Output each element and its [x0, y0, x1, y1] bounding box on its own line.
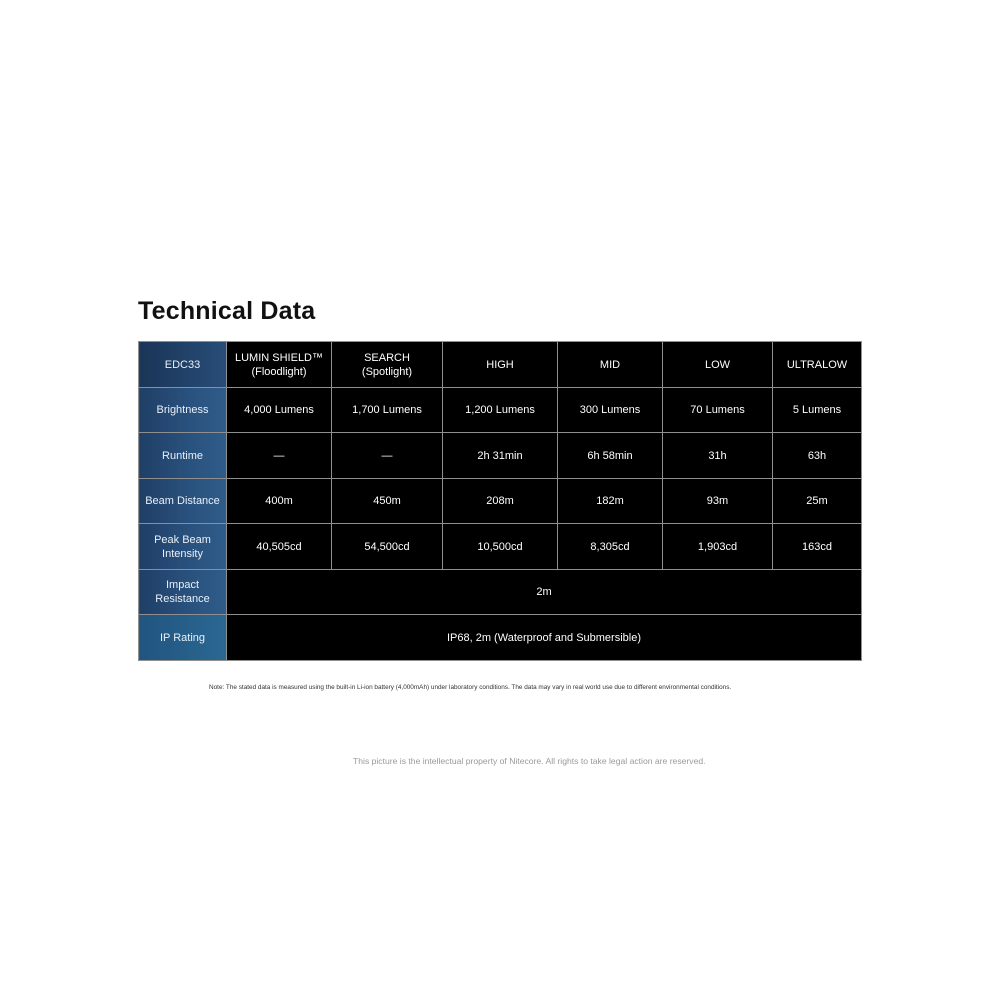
- table-row-runtime: [139, 433, 862, 479]
- mode-header-high: HIGH: [443, 342, 558, 388]
- beam-distance-value: 25m: [773, 479, 862, 524]
- beam-distance-value: 400m: [227, 479, 332, 524]
- footnote: Note: The stated data is measured using the built-in Li-ion battery (4,000mAh) under laboratory conditions. The data may vary in real world use due to different environmental conditions.: [209, 684, 732, 691]
- brightness-value: 5 Lumens: [773, 388, 862, 433]
- row-label-line: Peak Beam: [154, 533, 211, 546]
- brightness-value: 1,700 Lumens: [332, 388, 443, 433]
- row-label-runtime: Runtime: [139, 433, 227, 479]
- mode-name: LUMIN SHIELD™: [234, 351, 324, 364]
- mode-name: SEARCH: [364, 351, 410, 364]
- brightness-value: 70 Lumens: [663, 388, 773, 433]
- mode-subname: (Floodlight): [251, 365, 307, 378]
- table-row-ip-rating: [139, 615, 862, 661]
- mode-subname: (Spotlight): [361, 365, 413, 378]
- runtime-value: 6h 58min: [558, 433, 663, 479]
- runtime-value: 2h 31min: [443, 433, 558, 479]
- row-label-ip-rating: IP Rating: [139, 615, 227, 661]
- brightness-value: 4,000 Lumens: [227, 388, 332, 433]
- row-label-impact-resistance: [139, 570, 227, 615]
- mode-header-ultralow: ULTRALOW: [773, 342, 862, 388]
- intensity-value: 10,500cd: [443, 524, 558, 570]
- runtime-value: —: [227, 433, 332, 479]
- technical-data-table: [138, 341, 862, 661]
- brightness-value: 1,200 Lumens: [443, 388, 558, 433]
- mode-header-low: LOW: [663, 342, 773, 388]
- row-label-line: Impact: [165, 579, 199, 591]
- page-title: Technical Data: [138, 297, 316, 325]
- intensity-value: 40,505cd: [227, 524, 332, 570]
- ip-rating-value: IP68, 2m (Waterproof and Submersible): [227, 615, 862, 661]
- impact-resistance-value: 2m: [227, 570, 862, 615]
- mode-header-mid: MID: [558, 342, 663, 388]
- runtime-value: —: [332, 433, 443, 479]
- table-row-impact-resistance: [139, 570, 862, 615]
- table-row-brightness: [139, 388, 862, 433]
- row-label-line: Intensity: [162, 547, 203, 560]
- brightness-value: 300 Lumens: [558, 388, 663, 433]
- table-row-peak-beam-intensity: [139, 524, 862, 570]
- table-row-beam-distance: [139, 479, 862, 524]
- mode-header-lumin-shield: [227, 342, 332, 388]
- row-label-line: Resistance: [155, 593, 210, 605]
- beam-distance-value: 450m: [332, 479, 443, 524]
- beam-distance-value: 182m: [558, 479, 663, 524]
- beam-distance-value: 208m: [443, 479, 558, 524]
- runtime-value: 63h: [773, 433, 862, 479]
- intensity-value: 8,305cd: [558, 524, 663, 570]
- row-label-brightness: Brightness: [139, 388, 227, 433]
- beam-distance-value: 93m: [663, 479, 773, 524]
- intensity-value: 163cd: [773, 524, 862, 570]
- row-label-beam-distance: Beam Distance: [139, 479, 227, 524]
- intensity-value: 1,903cd: [663, 524, 773, 570]
- intensity-value: 54,500cd: [332, 524, 443, 570]
- runtime-value: 31h: [663, 433, 773, 479]
- table-header-row: [139, 342, 862, 388]
- row-label-peak-beam-intensity: [139, 524, 227, 570]
- model-name-cell: EDC33: [139, 342, 227, 388]
- mode-header-search: [332, 342, 443, 388]
- copyright-notice: This picture is the intellectual property of Nitecore. All rights to take legal action are reserved.: [353, 756, 706, 766]
